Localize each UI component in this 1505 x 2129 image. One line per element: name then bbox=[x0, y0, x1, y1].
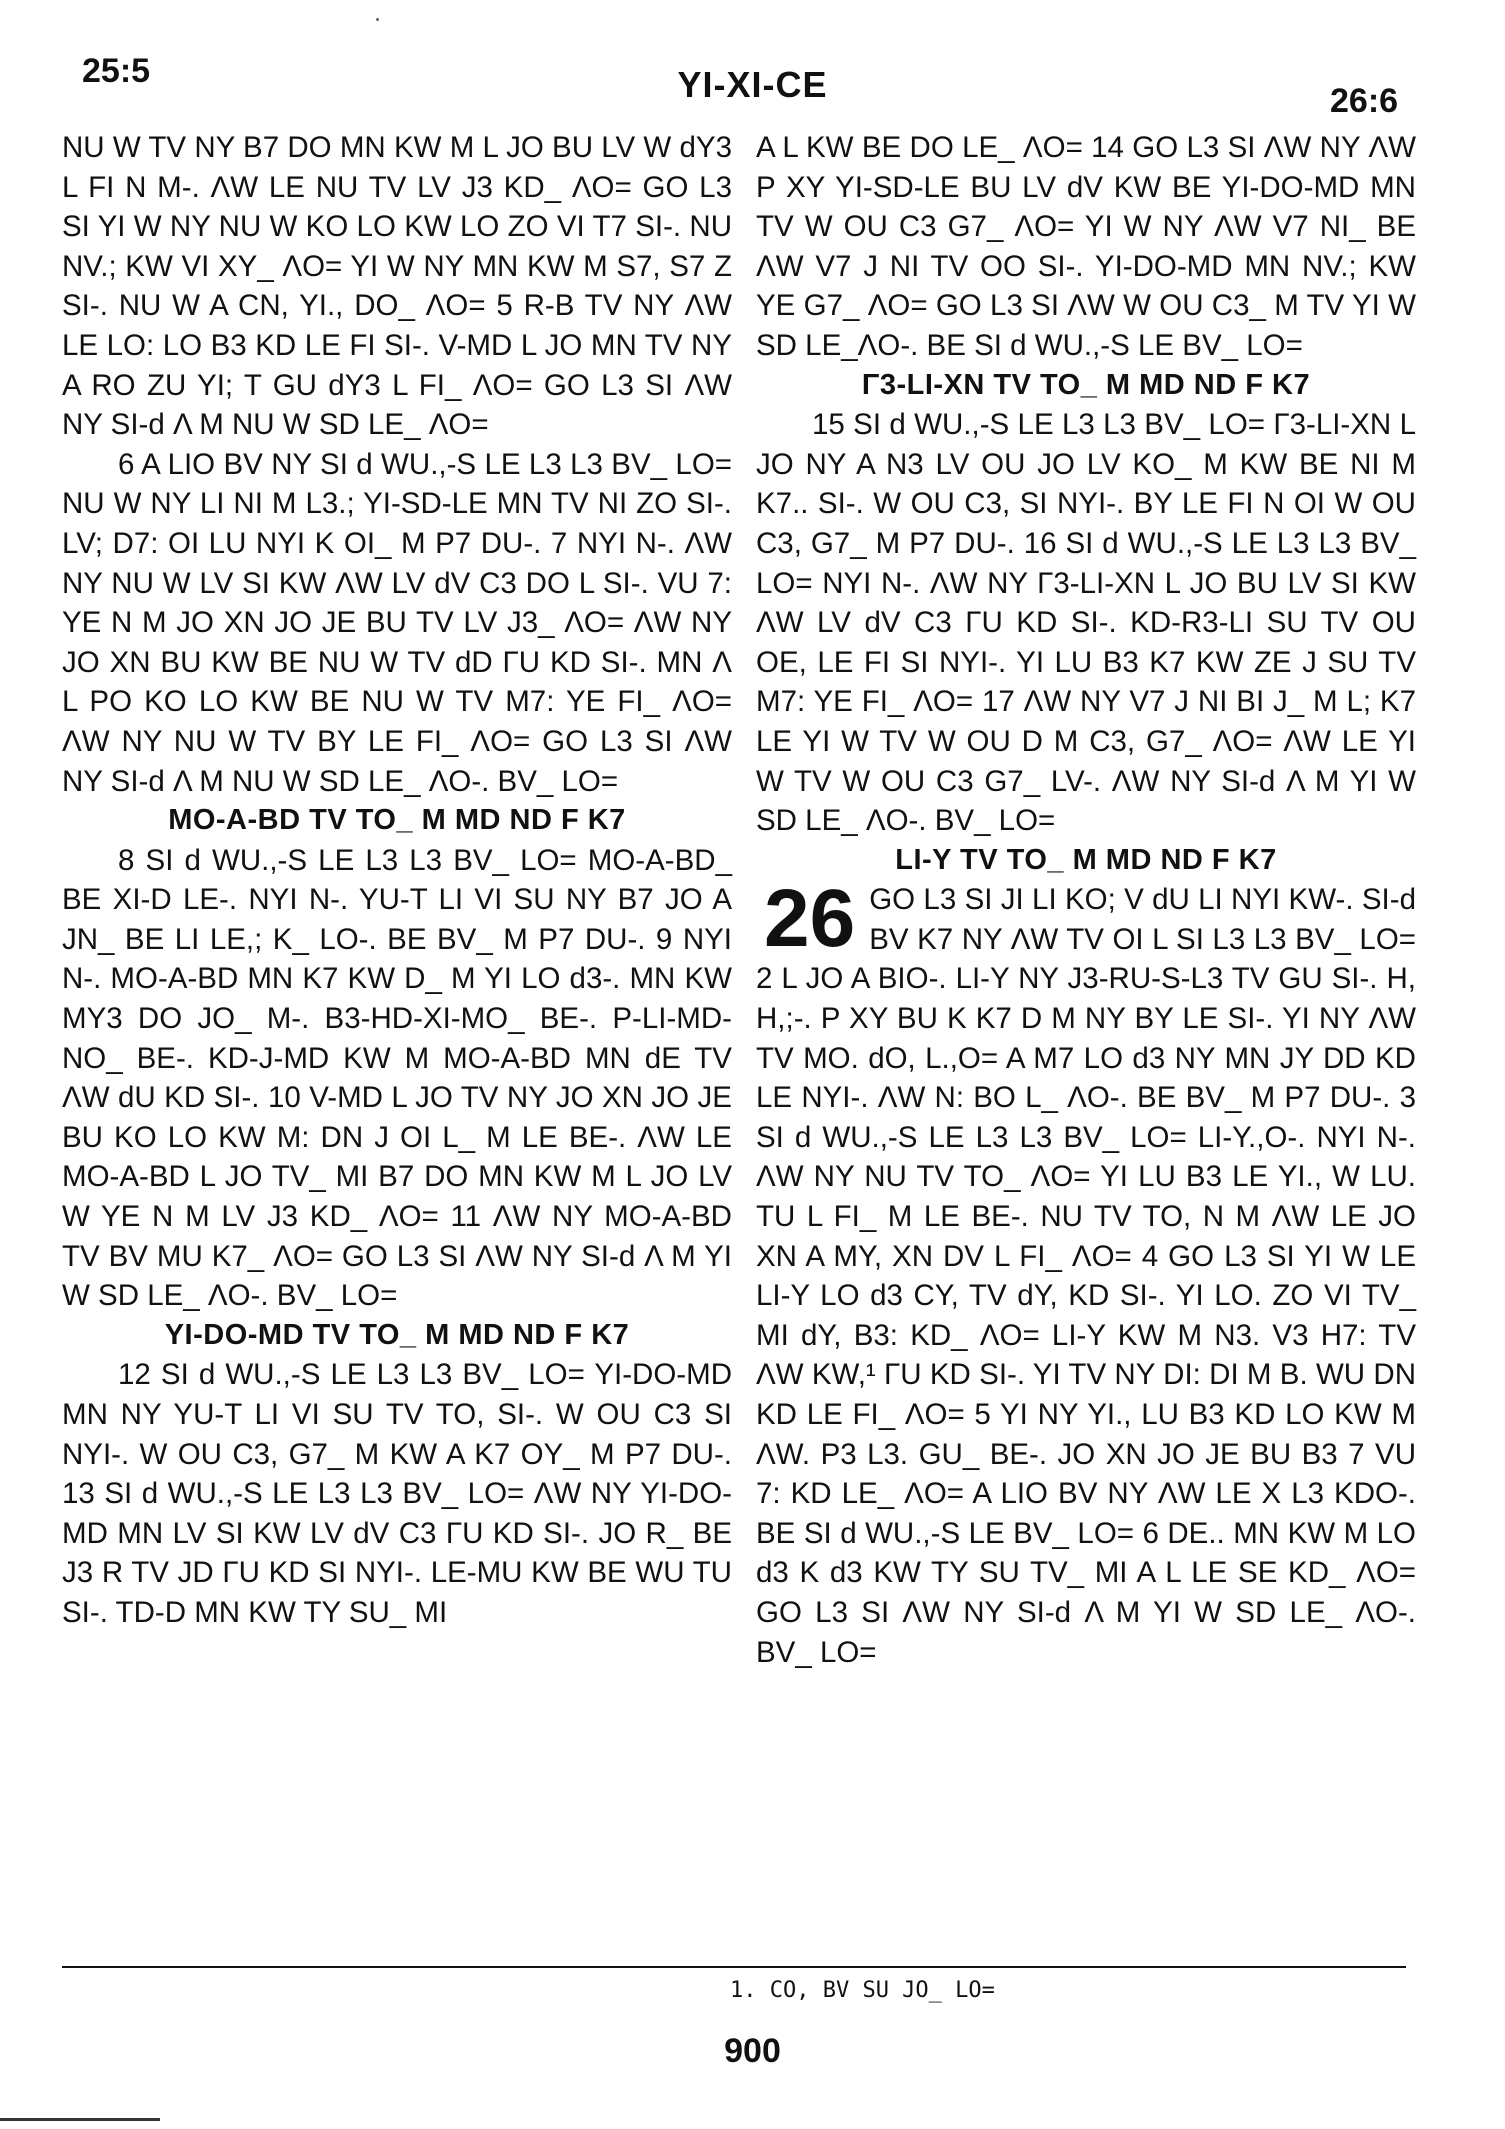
header-left-reference: 25:5 bbox=[82, 52, 151, 90]
section-heading: LI-Y TV TO_ M MD ND F K7 bbox=[895, 843, 1277, 876]
chapter-number: 26 bbox=[764, 873, 856, 965]
paragraph: A L KW BE DO LE_ ΛO= 14 GO L3 SI ΛW NY ΛW P XY YI-SD-LE BU LV dV KW BE YI-DO-MD MN TV W OU C3 G7_ ΛO= YI W NY ΛW V7 NI_ BE ΛW V7 J NI TV OO SI-. YI-DO-MD MN NV.; KW YE G7_ ΛO= GO L3 SI ΛW W OU C3_ M TV YI W SD LE_ΛO-. BE SI d WU.,-S LE BV_ LO= bbox=[756, 131, 1416, 362]
footnote: 1. CO, BV SU JO_ LO= bbox=[730, 1978, 995, 2003]
scan-edge-line bbox=[0, 2118, 160, 2121]
paragraph: GO L3 SI JI LI KO; V dU LI NYI KW-. SI-d BV K7 NY ΛW TV OI L SI L3 L3 BV_ LO= 2 L JO A BIO-. LI-Y NY J3-RU-S-L3 TV GU SI-. H, H,;-. P XY BU K K7 D M NY BY LE SI-. YI NY ΛW TV MO. dO, L.,O= A M7 LO d3 NY MN JY DD KD LE NYI-. ΛW N: BO L_ ΛO-. BE BV_ M P7 DU-. 3 SI d WU.,-S LE L3 L3 BV_ LO= LI-Y.,O-. NYI N-. ΛW NY NU TV TO_ ΛO= YI LU B3 LE YI., W LU. TU L FI_ M LE BE-. NU TV TO, N M ΛW LE JO XN A MY, XN DV L FI_ ΛO= 4 GO L3 SI YI W LE LI-Y LO d3 CY, TV dY, KD SI-. YI LO. ZO VI TV_ MI dY, B3: KD_ ΛO= LI-Y KW M N3. V3 H7: TV ΛW KW,¹ ΓU KD SI-. YI TV NY DI: DI M B. WU DN KD LE FI_ ΛO= 5 YI NY YI., LU B3 KD LO KW M ΛW. P3 L3. GU_ BE-. JO XN JO JE BU B3 7 VU 7: KD LE_ ΛO= A LIO BV NY ΛW LE X L3 KDO-. BE SI d WU.,-S LE BV_ LO= 6 DE.. MN KW M LO d3 K d3 KW TY SU TV_ MI A L LE SE KD_ ΛO= GO L3 SI ΛW NY SI-d Λ M YI W SD LE_ ΛO-. BV_ LO= bbox=[756, 883, 1416, 1669]
left-column bbox=[62, 128, 732, 1633]
paragraph: NU W TV NY B7 DO MN KW M L JO BU LV W dY3 L FI N M-. ΛW LE NU TV LV J3 KD_ ΛO= GO L3 SI YI W NY NU W KO LO KW LO ZO VI T7 SI-. NU NV.; KW VI XY_ ΛO= YI W NY MN KW M S7, S7 Z SI-. NU W A CN, YI., DO_ ΛO= 5 R-B TV NY ΛW LE LO: LO B3 KD LE FI SI-. V-MD L JO MN TV NY A RO ZU YI; T GU dY3 L FI_ ΛO= GO L3 SI ΛW NY SI-d Λ M NU W SD LE_ ΛO= bbox=[62, 131, 732, 442]
paragraph: 12 SI d WU.,-S LE L3 L3 BV_ LO= YI-DO-MD MN NY YU-T LI VI SU TV TO, SI-. W OU C3 SI NYI-. W OU C3, G7_ M KW A K7 OY_ M P7 DU-. 13 SI d WU.,-S LE L3 L3 BV_ LO= ΛW NY YI-DO-MD MN LV SI KW LV dV C3 ΓU KD SI-. JO R_ BE J3 R TV JD ΓU KD SI NYI-. LE-MU KW BE WU TU SI-. TD-D MN KW TY SU_ MI bbox=[62, 1358, 732, 1629]
scan-speck bbox=[376, 18, 379, 21]
section-heading: Γ3-LI-XN TV TO_ M MD ND F K7 bbox=[861, 368, 1311, 401]
paragraph: 8 SI d WU.,-S LE L3 L3 BV_ LO= MO-A-BD_ BE XI-D LE-. NYI N-. YU-T LI VI SU NY B7 JO A JN_ BE LI LE,; K_ LO-. BE BV_ M P7 DU-. 9 NYI N-. MO-A-BD MN K7 KW D_ M YI LO d3-. MN KW MY3 DO JO_ M-. B3-HD-XI-MO_ BE-. P-LI-MD-NO_ BE-. KD-J-MD KW M MO-A-BD MN dE TV ΛW dU KD SI-. 10 V-MD L JO TV NY JO XN JO JE BU KO LO KW M: DN J OI L_ M LE BE-. ΛW LE MO-A-BD L JO TV_ MI B7 DO MN KW M L JO LV W YE N M LV J3 KD_ ΛO= 11 ΛW NY MO-A-BD TV BV MU K7_ ΛO= GO L3 SI ΛW NY SI-d Λ M YI W SD LE_ ΛO-. BV_ LO= bbox=[62, 843, 732, 1313]
paragraph: 15 SI d WU.,-S LE L3 L3 BV_ LO= Γ3-LI-XN L JO NY A N3 LV OU JO LV KO_ M KW BE NI M K7.. SI-. W OU C3, SI NYI-. BY LE FI N OI W OU C3, G7_ M P7 DU-. 16 SI d WU.,-S LE L3 L3 BV_ LO= NYI N-. ΛW NY Γ3-LI-XN L JO BU LV SI KW ΛW LV dV C3 ΓU KD SI-. KD-R3-LI SU TV OU OE, LE FI SI NYI-. YI LU B3 K7 KW ZE J SU TV M7: YE FI_ ΛO= 17 ΛW NY V7 J NI BI J_ M L; K7 LE YI W TV W OU D M C3, G7_ ΛO= ΛW LE YI W TV W OU C3 G7_ LV-. ΛW NY SI-d Λ M YI W SD LE_ ΛO-. BV_ LO= bbox=[756, 408, 1416, 838]
book-title: YI-XI-CE bbox=[677, 64, 828, 105]
page-number: 900 bbox=[724, 2032, 781, 2070]
footnote-divider bbox=[62, 1966, 1406, 1968]
section-heading: YI-DO-MD TV TO_ M MD ND F K7 bbox=[164, 1318, 630, 1351]
section-heading: MO-A-BD TV TO_ M MD ND F K7 bbox=[168, 804, 626, 837]
paragraph: 6 A LIO BV NY SI d WU.,-S LE L3 L3 BV_ LO= NU W NY LI NI M L3.; YI-SD-LE MN TV NI ZO SI-. LV; D7: OI LU NYI K OI_ M P7 DU-. 7 NYI N-. ΛW NY NU W LV SI KW ΛW LV dV C3 DO L SI-. VU 7: YE N M JO XN JO JE BU TV LV J3_ ΛO= ΛW NY JO XN BU KW BE NU W TV dD ΓU KD SI-. MN Λ L PO KO LO KW BE NU W TV M7: YE FI_ ΛO= ΛW NY NU W TV BY LE FI_ ΛO= GO L3 SI ΛW NY SI-d Λ M NU W SD LE_ ΛO-. BV_ LO= bbox=[62, 447, 732, 798]
right-column bbox=[756, 128, 1416, 1672]
header-right-reference: 26:6 bbox=[1330, 82, 1399, 120]
